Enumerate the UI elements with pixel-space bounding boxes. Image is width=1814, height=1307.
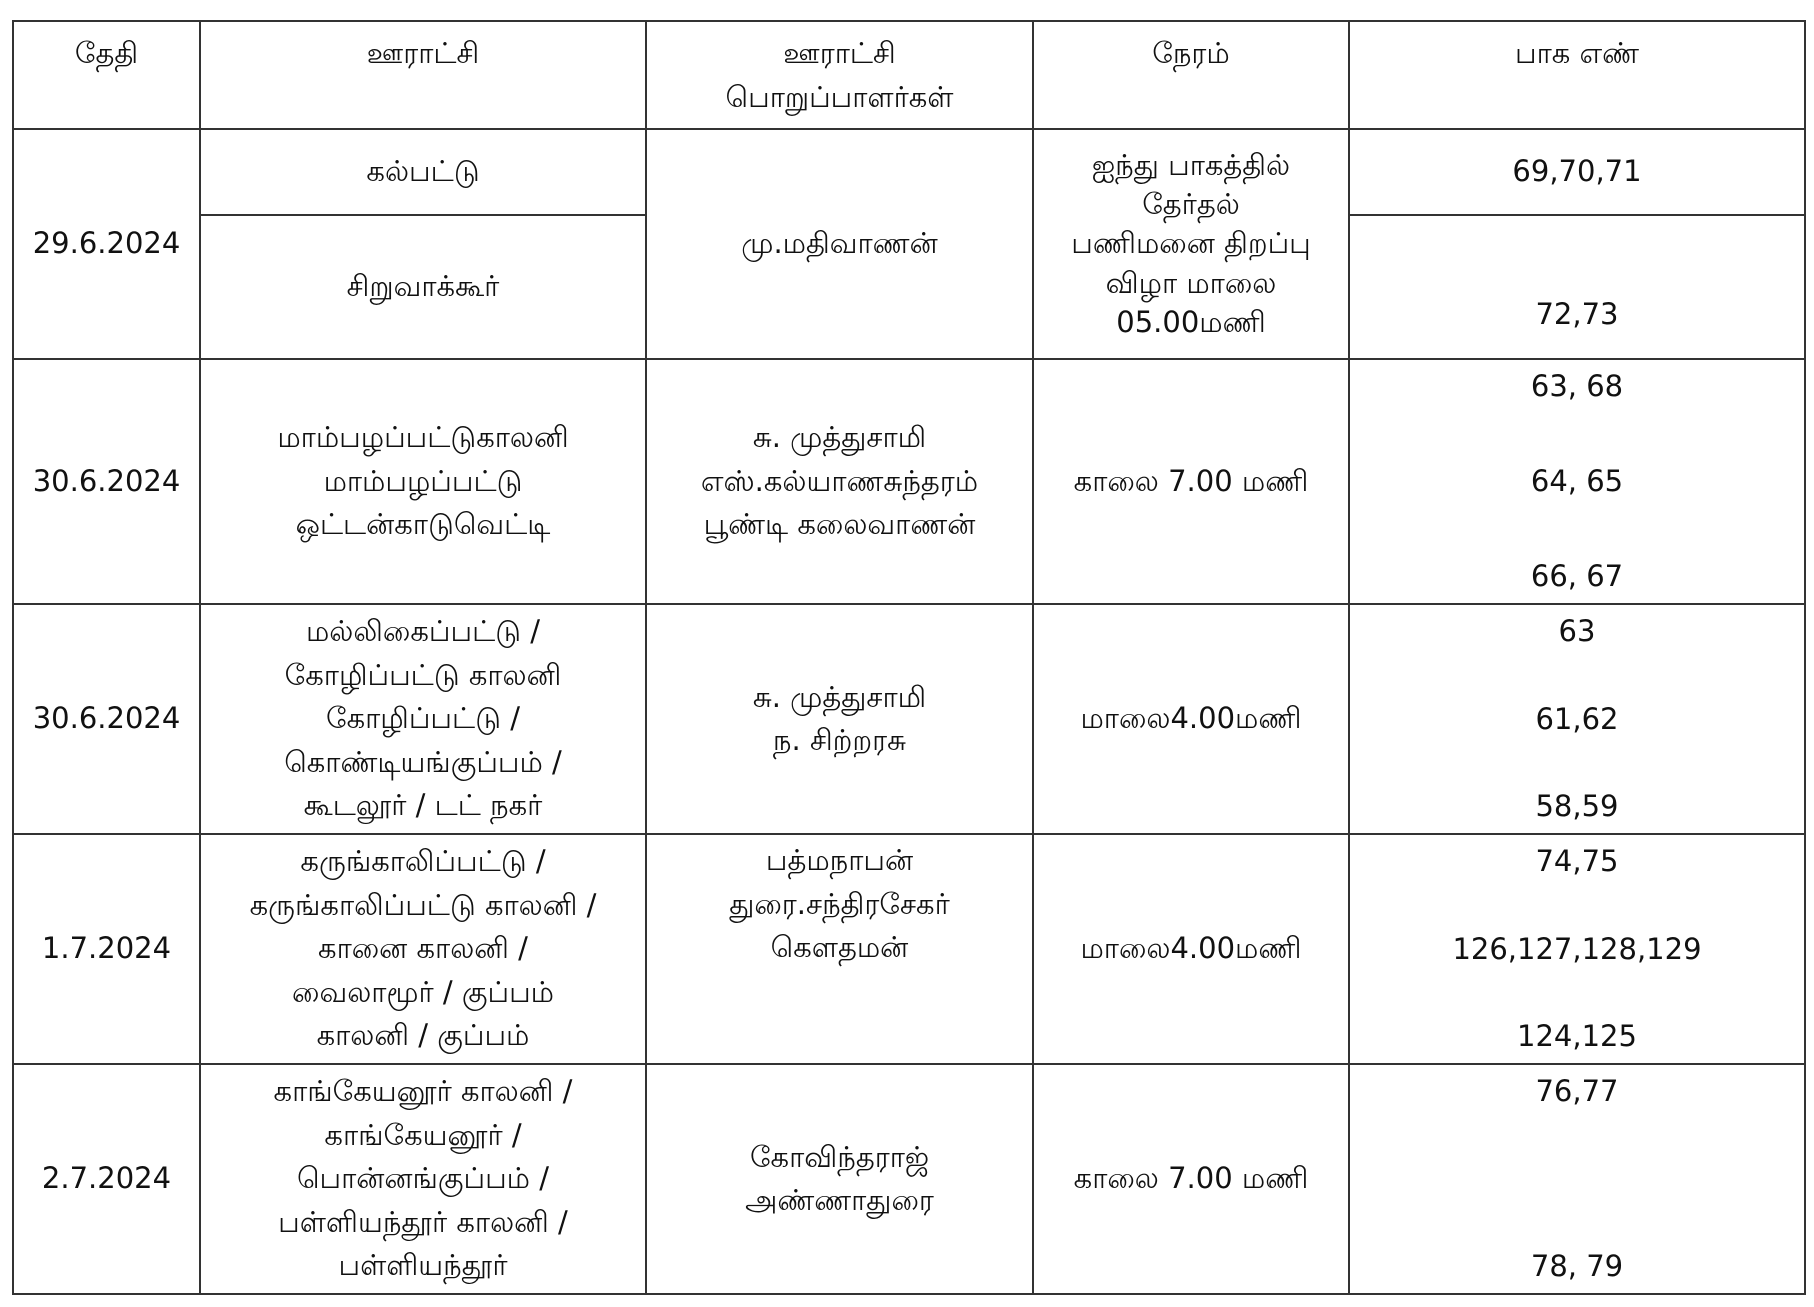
header-part-number: பாக எண் — [1349, 21, 1805, 129]
part-number: 63 — [1558, 614, 1596, 648]
part-number: 124,125 — [1517, 1019, 1637, 1054]
panchayat-cell: சிறுவாக்கூர் — [200, 215, 646, 359]
incharge-cell: சு. முத்துசாமி ந. சிற்றரசு — [646, 604, 1033, 834]
part-number: 64, 65 — [1530, 464, 1624, 499]
panchayat-cell: கல்பட்டு — [200, 129, 646, 215]
table-row — [13, 1064, 1805, 1294]
part-number-cell — [1349, 834, 1805, 1064]
table-row — [13, 129, 1805, 215]
part-number: 78, 79 — [1530, 1249, 1624, 1284]
panchayat-cell: மாம்பழப்பட்டுகாலனி மாம்பழப்பட்டு ஒட்டன்காடுவெட்டி — [200, 359, 646, 604]
header-time: நேரம் — [1033, 21, 1349, 129]
time-cell: காலை 7.00 மணி — [1033, 1064, 1349, 1294]
schedule-table — [12, 20, 1806, 1295]
incharge-cell: சு. முத்துசாமி எஸ்.கல்யாணசுந்தரம் பூண்டி கலைவாணன் — [646, 359, 1033, 604]
part-number: 58,59 — [1535, 789, 1619, 824]
date-cell: 29.6.2024 — [13, 129, 200, 359]
part-number: 61,62 — [1535, 701, 1619, 736]
time-cell: மாலை4.00மணி — [1033, 834, 1349, 1064]
date-cell: 2.7.2024 — [13, 1064, 200, 1294]
part-number: 126,127,128,129 — [1452, 931, 1702, 966]
time-cell: காலை 7.00 மணி — [1033, 359, 1349, 604]
table-row — [13, 834, 1805, 1064]
header-row — [13, 21, 1805, 129]
part-number: 74,75 — [1535, 844, 1619, 878]
table-row — [13, 359, 1805, 604]
date-cell: 1.7.2024 — [13, 834, 200, 1064]
part-number: 76,77 — [1535, 1074, 1619, 1108]
header-date: தேதி — [13, 21, 200, 129]
part-number-cell: 69,70,71 — [1349, 129, 1805, 215]
panchayat-cell: காங்கேயனூர் காலனி / காங்கேயனூர் / பொன்னங்குப்பம் / பள்ளியந்தூர் காலனி / பள்ளியந்தூர் — [200, 1064, 646, 1294]
part-number-cell: 72,73 — [1349, 215, 1805, 359]
panchayat-cell: கருங்காலிப்பட்டு / கருங்காலிப்பட்டு காலனி / கானை காலனி / வைலாமூர் / குப்பம் காலனி / குப்பம் — [200, 834, 646, 1064]
date-cell: 30.6.2024 — [13, 359, 200, 604]
panchayat-cell: மல்லிகைப்பட்டு / கோழிப்பட்டு காலனி கோழிப்பட்டு / கொண்டியங்குப்பம் / கூடலூர் / டட் நகர் — [200, 604, 646, 834]
incharge-cell: பத்மநாபன் துரை.சந்திரசேகர் கௌதமன் — [646, 834, 1033, 1064]
time-cell: மாலை4.00மணி — [1033, 604, 1349, 834]
incharge-cell: மு.மதிவாணன் — [646, 129, 1033, 359]
table-row — [13, 604, 1805, 834]
header-panchayat: ஊராட்சி — [200, 21, 646, 129]
part-number-cell — [1349, 604, 1805, 834]
date-cell: 30.6.2024 — [13, 604, 200, 834]
incharge-cell: கோவிந்தராஜ் அண்ணாதுரை — [646, 1064, 1033, 1294]
time-cell: ஐந்து பாகத்தில் தேர்தல் பணிமனை திறப்பு விழா மாலை 05.00மணி — [1033, 129, 1349, 359]
part-number: 66, 67 — [1530, 559, 1624, 594]
part-number: 63, 68 — [1530, 369, 1624, 403]
part-number-cell — [1349, 1064, 1805, 1294]
part-number-cell — [1349, 359, 1805, 604]
header-incharge: ஊராட்சி பொறுப்பாளர்கள் — [646, 21, 1033, 129]
